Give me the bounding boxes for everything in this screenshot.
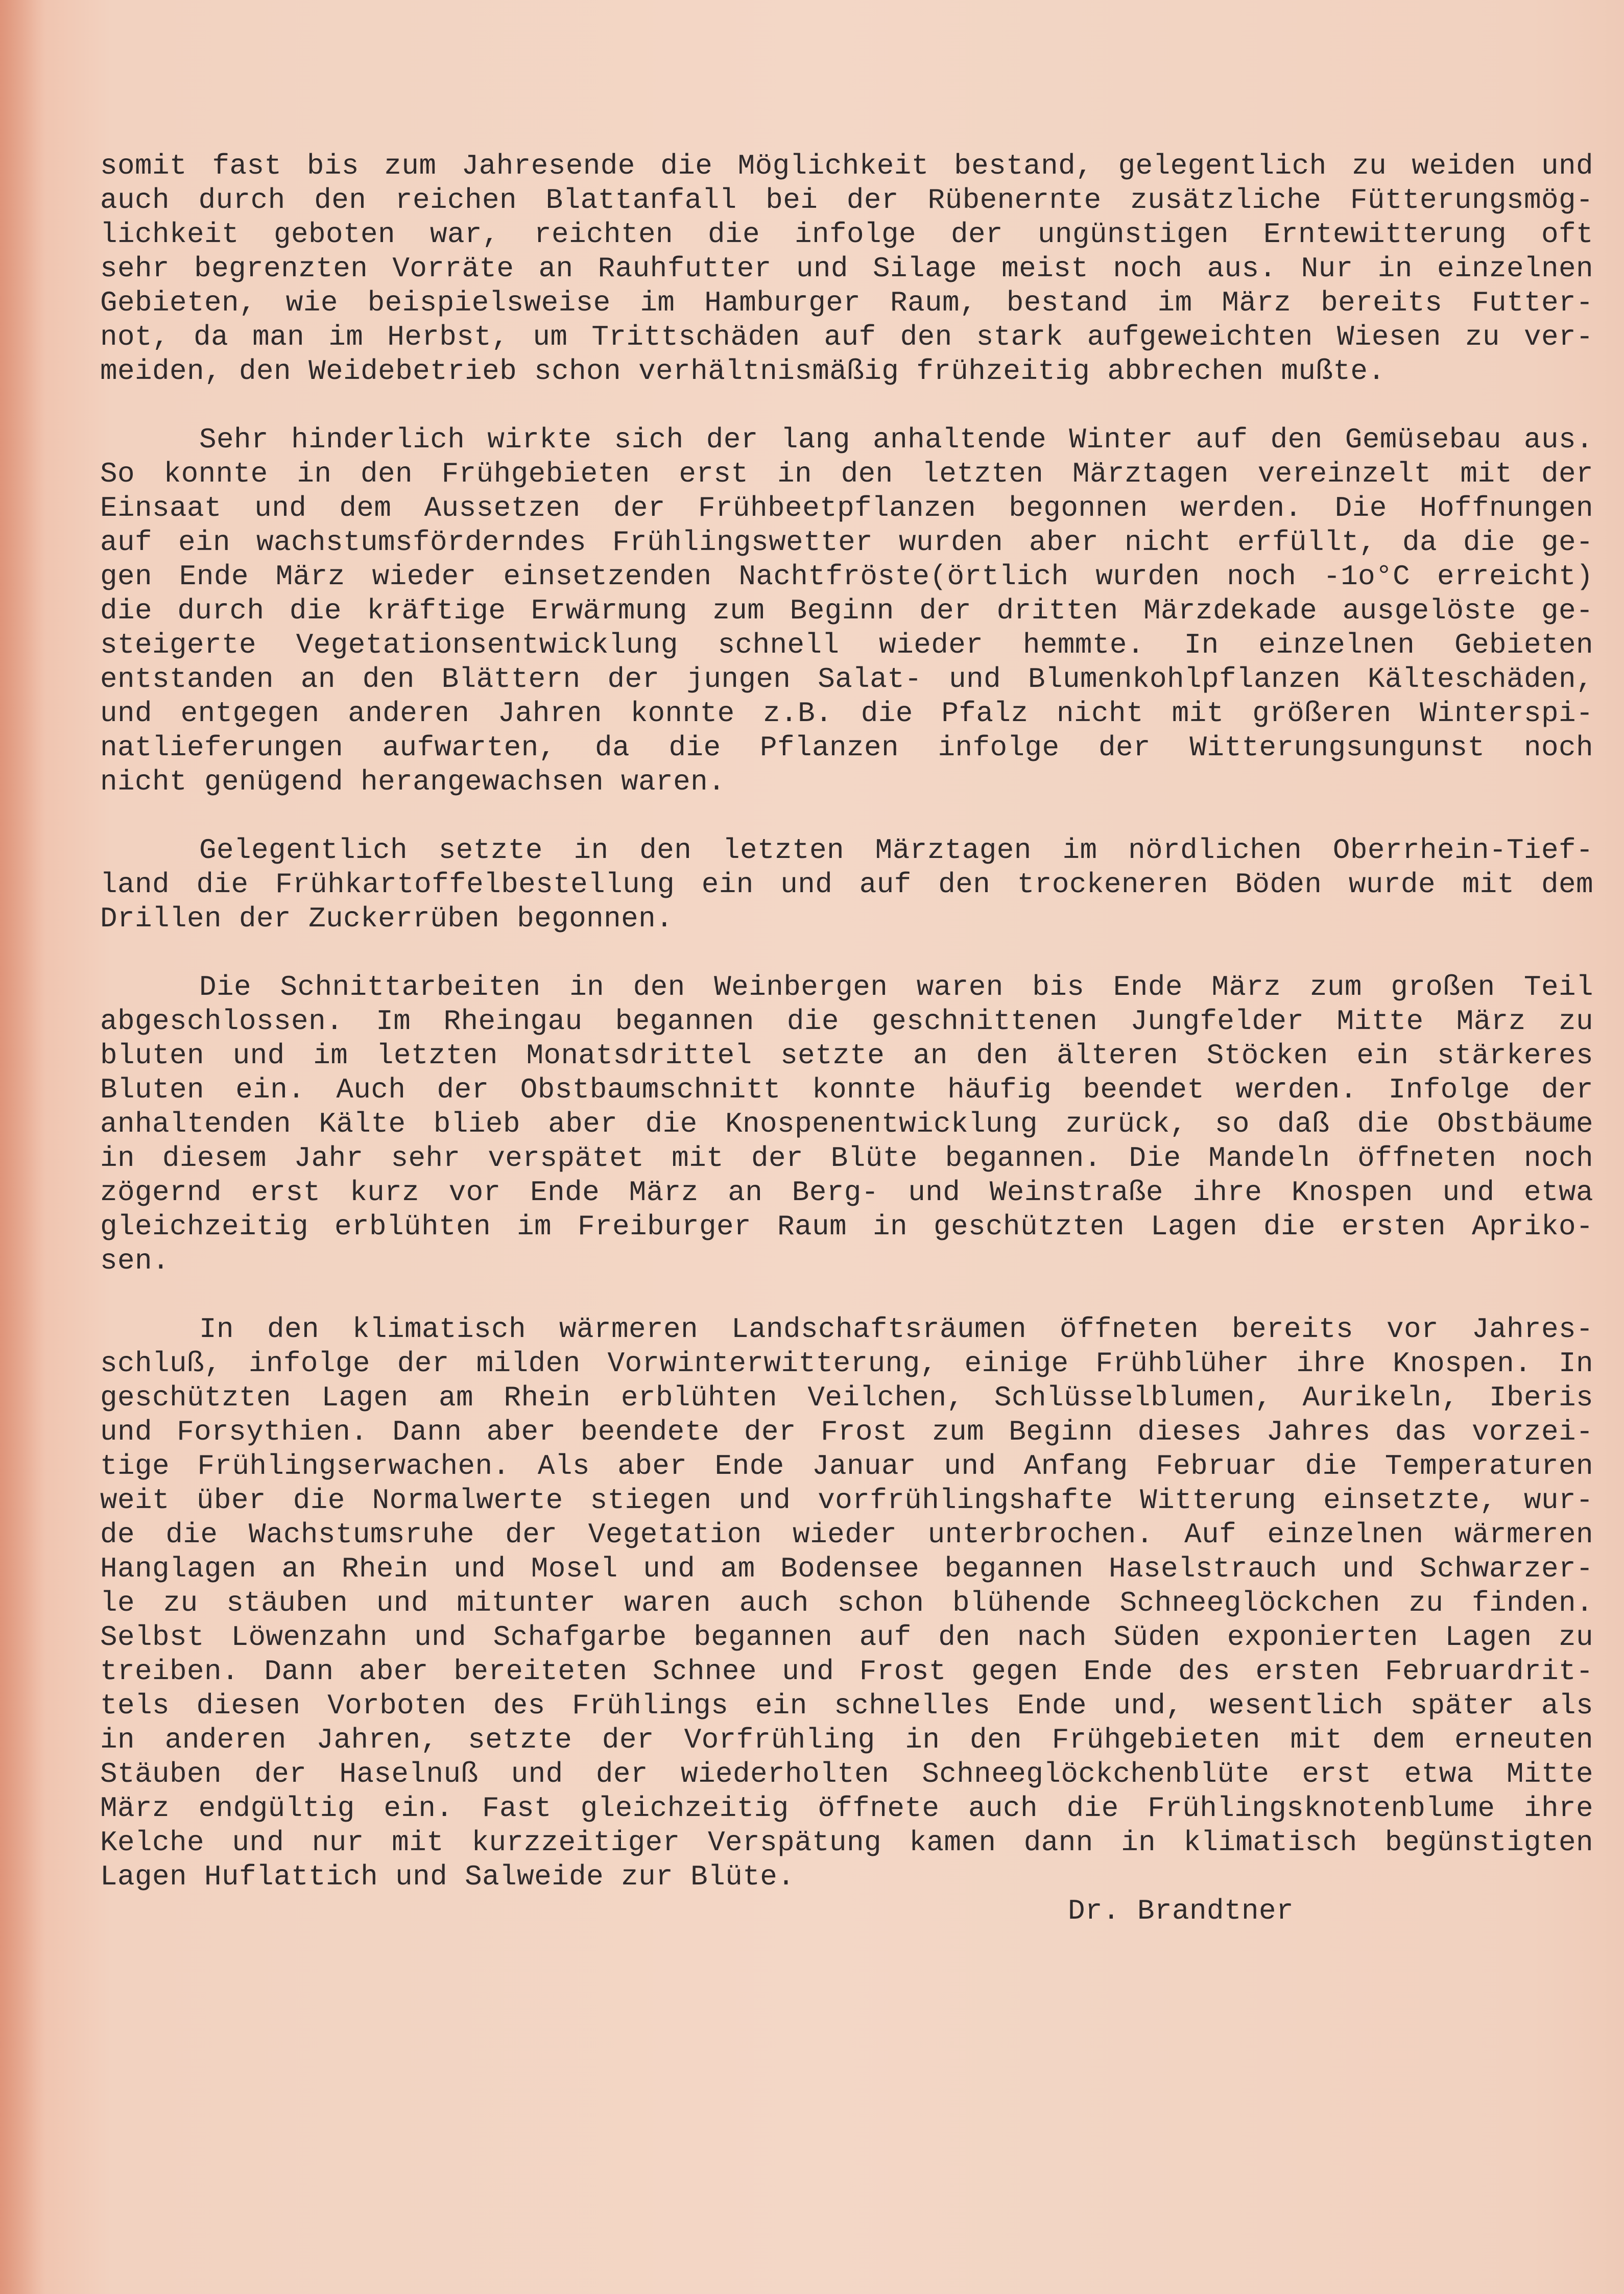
paragraph-3: [100, 833, 1593, 936]
text-line: Bluten ein. Auch der Obstbaumschnitt konnte häufig beendet werden. Infolge der: [100, 1073, 1593, 1106]
document-body: [100, 149, 1593, 1928]
text-line: Drillen der Zuckerrüben begonnen.: [100, 902, 674, 935]
text-line: le zu stäuben und mitunter waren auch schon blühende Schneeglöckchen zu finden.: [100, 1587, 1593, 1619]
text-line: gen Ende März wieder einsetzenden Nachtfröste(örtlich wurden noch -1o°C erreicht): [100, 560, 1593, 593]
text-line: und entgegen anderen Jahren konnte z.B. die Pfalz nicht mit größeren Winterspi-: [100, 697, 1593, 730]
text-line: entstanden an den Blättern der jungen Salat- und Blumenkohlpflanzen Kälteschäden,: [100, 663, 1593, 696]
text-line: geschützten Lagen am Rhein erblühten Veilchen, Schlüsselblumen, Aurikeln, Iberis: [100, 1381, 1593, 1414]
text-line: Einsaat und dem Aussetzen der Frühbeetpflanzen begonnen werden. Die Hoffnungen: [100, 492, 1593, 524]
paragraph-2: [100, 423, 1593, 799]
text-line: sen.: [100, 1245, 170, 1277]
text-line: auf ein wachstumsförderndes Frühlingswetter wurden aber nicht erfüllt, da die ge-: [100, 526, 1593, 559]
text-line: tels diesen Vorboten des Frühlings ein schnelles Ende und, wesentlich später als: [100, 1689, 1593, 1722]
paragraph-5: [100, 1312, 1593, 1894]
paragraph-4: [100, 970, 1593, 1278]
text-line: sehr begrenzten Vorräte an Rauhfutter und Silage meist noch aus. Nur in einzelnen: [100, 252, 1593, 285]
text-line: anhaltenden Kälte blieb aber die Knospenentwicklung zurück, so daß die Obstbäume: [100, 1108, 1593, 1140]
text-line: not, da man im Herbst, um Trittschäden auf den stark aufgeweichten Wiesen zu ver-: [100, 321, 1593, 353]
text-line: März endgültig ein. Fast gleichzeitig öffnete auch die Frühlingsknotenblume ihre: [100, 1792, 1593, 1825]
text-line: tige Frühlingserwachen. Als aber Ende Januar und Anfang Februar die Temperaturen: [100, 1450, 1593, 1483]
text-line: gleichzeitig erblühten im Freiburger Raum in geschützten Lagen die ersten Apriko-: [100, 1210, 1593, 1243]
text-line: zögernd erst kurz vor Ende März an Berg- und Weinstraße ihre Knospen und etwa: [100, 1176, 1593, 1209]
text-line: auch durch den reichen Blattanfall bei der Rübenernte zusätzliche Fütterungsmög-: [100, 184, 1593, 217]
text-line: Stäuben der Haselnuß und der wiederholten Schneeglöckchenblüte erst etwa Mitte: [100, 1758, 1593, 1790]
text-line: Gebieten, wie beispielsweise im Hamburger Raum, bestand im März bereits Futter-: [100, 286, 1593, 319]
text-line: weit über die Normalwerte stiegen und vorfrühlingshafte Witterung einsetzte, wur-: [100, 1484, 1593, 1517]
author-signature: Dr. Brandtner: [1068, 1895, 1294, 1927]
text-line: In den klimatisch wärmeren Landschaftsräumen öffneten bereits vor Jahres-: [199, 1313, 1593, 1346]
text-line: Die Schnittarbeiten in den Weinbergen waren bis Ende März zum großen Teil: [199, 971, 1593, 1003]
text-line: Kelche und nur mit kurzzeitiger Verspätung kamen dann in klimatisch begünstigten: [100, 1826, 1593, 1859]
text-line: in anderen Jahren, setzte der Vorfrühling in den Frühgebieten mit dem erneuten: [100, 1724, 1593, 1756]
page-edge-shadow: [0, 0, 46, 2294]
text-line: nicht genügend herangewachsen waren.: [100, 766, 726, 798]
text-line: Lagen Huflattich und Salweide zur Blüte.: [100, 1860, 795, 1893]
text-line: somit fast bis zum Jahresende die Möglichkeit bestand, gelegentlich zu weiden und: [100, 150, 1593, 182]
text-line: in diesem Jahr sehr verspätet mit der Blüte begannen. Die Mandeln öffneten noch: [100, 1142, 1593, 1175]
text-line: Gelegentlich setzte in den letzten Märztagen im nördlichen Oberrhein-Tief-: [199, 834, 1593, 867]
text-line: Sehr hinderlich wirkte sich der lang anhaltende Winter auf den Gemüsebau aus.: [199, 423, 1593, 456]
text-line: steigerte Vegetationsentwicklung schnell wieder hemmte. In einzelnen Gebieten: [100, 629, 1593, 661]
text-line: Hanglagen an Rhein und Mosel und am Bodensee begannen Haselstrauch und Schwarzer-: [100, 1552, 1593, 1585]
text-line: land die Frühkartoffelbestellung ein und auf den trockeneren Böden wurde mit dem: [100, 868, 1593, 901]
text-line: und Forsythien. Dann aber beendete der Frost zum Beginn dieses Jahres das vorzei-: [100, 1416, 1593, 1448]
text-line: bluten und im letzten Monatsdrittel setzte an den älteren Stöcken ein stärkeres: [100, 1039, 1593, 1072]
text-line: die durch die kräftige Erwärmung zum Beginn der dritten Märzdekade ausgelöste ge-: [100, 594, 1593, 627]
text-line: So konnte in den Frühgebieten erst in den letzten Märztagen vereinzelt mit der: [100, 458, 1593, 490]
text-line: meiden, den Weidebetrieb schon verhältnismäßig frühzeitig abbrechen mußte.: [100, 355, 1386, 388]
text-line: schluß, infolge der milden Vorwinterwitterung, einige Frühblüher ihre Knospen. In: [100, 1347, 1593, 1380]
text-line: natlieferungen aufwarten, da die Pflanzen infolge der Witterungsungunst noch: [100, 731, 1593, 764]
text-line: de die Wachstumsruhe der Vegetation wieder unterbrochen. Auf einzelnen wärmeren: [100, 1518, 1593, 1551]
paragraph-1: [100, 149, 1593, 389]
text-line: treiben. Dann aber bereiteten Schnee und Frost gegen Ende des ersten Februardrit-: [100, 1655, 1593, 1688]
text-line: Selbst Löwenzahn und Schafgarbe begannen auf den nach Süden exponierten Lagen zu: [100, 1621, 1593, 1654]
text-line: lichkeit geboten war, reichten die infolge der ungünstigen Erntewitterung oft: [100, 218, 1593, 251]
text-line: abgeschlossen. Im Rheingau begannen die geschnittenen Jungfelder Mitte März zu: [100, 1005, 1593, 1038]
